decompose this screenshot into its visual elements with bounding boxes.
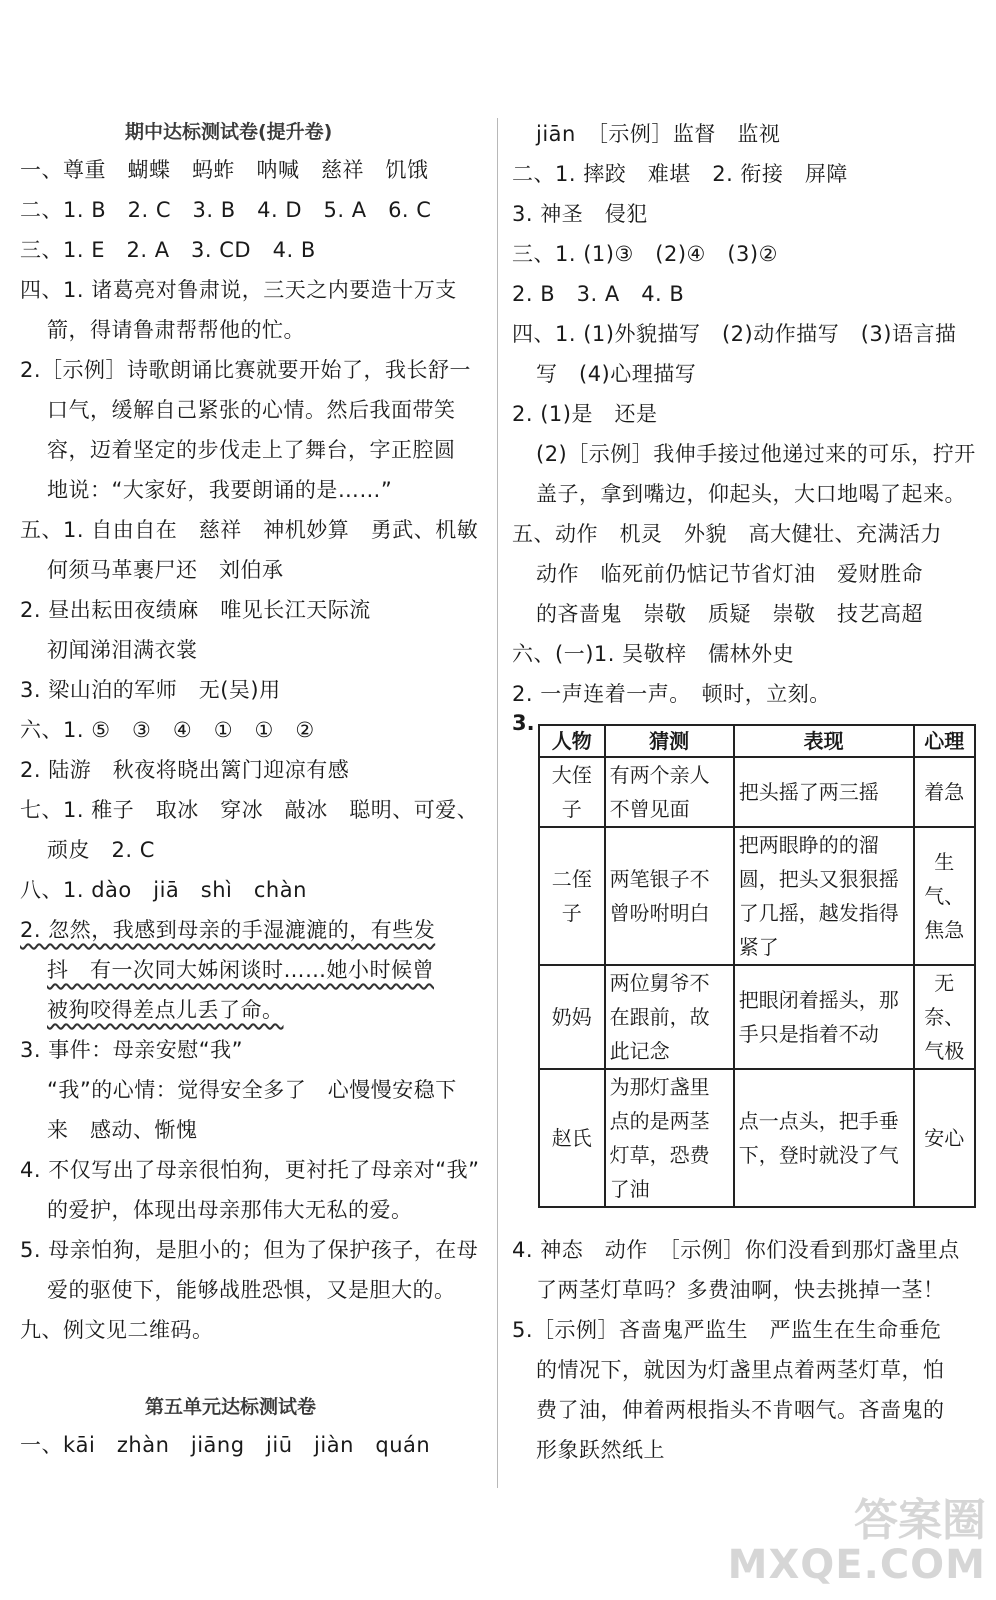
answer-line: 2. 一声连着一声。 顿时，立刻。 — [512, 682, 831, 706]
watermark-url: MXQE.COM — [727, 1542, 986, 1588]
answer-line: 箭，得请鲁肃帮帮他的忙。 — [47, 318, 305, 342]
answer-line: 2. 昼出耘田夜绩麻 唯见长江天际流 — [20, 598, 371, 622]
table-row — [539, 1069, 975, 1207]
table-row — [539, 827, 975, 965]
table-cell: 两位舅爷不在跟前，故此记念 — [605, 965, 734, 1069]
answer-line: 2. 陆游 秋夜将晓出篱门迎凉有感 — [20, 758, 350, 782]
table-cell: 安心 — [914, 1069, 975, 1207]
answer-line: 六、1. ⑤ ③ ④ ① ① ② — [20, 718, 315, 742]
answer-line: 容，迈着坚定的步伐走上了舞台，字正腔圆 — [47, 438, 456, 462]
table-header-row — [539, 725, 975, 757]
table-cell: 把眼闭着摇头，那手只是指着不动 — [734, 965, 914, 1069]
table-cell: 把头摇了两三摇 — [734, 757, 914, 827]
answer-line: 2. B 3. A 4. B — [512, 282, 685, 306]
watermark-logo-text: 答案圈 — [854, 1495, 986, 1546]
underlined-quote-line: 2. 忽然，我感到母亲的手湿漉漉的，有些发 — [20, 918, 436, 942]
answer-line: 初闻涕泪满衣裳 — [47, 638, 198, 662]
answer-line: 四、1. 诸葛亮对鲁肃说，三天之内要造十万支 — [20, 278, 457, 302]
underlined-quote-line: 抖 有一次同大姊闲谈时……她小时候曾 — [47, 958, 434, 982]
answer-line: 何须马革裹尸还 刘伯承 — [47, 558, 284, 582]
answer-line: 来 感动、惭愧 — [47, 1118, 198, 1142]
answer-line: 九、例文见二维码。 — [20, 1318, 214, 1342]
answer-line: 地说：“大家好，我要朗诵的是……” — [47, 478, 393, 502]
answer-line: 爱的驱使下，能够战胜恐惧，又是胆大的。 — [47, 1278, 456, 1302]
answer-line: 5.［示例］吝啬鬼严监生 严监生在生命垂危 — [512, 1318, 942, 1342]
underlined-quote-line: 被狗咬得差点儿丢了命。 — [47, 998, 284, 1022]
section-title-midterm: 期中达标测试卷(提升卷) — [125, 121, 333, 143]
table-row — [539, 965, 975, 1069]
answer-line: 盖子，拿到嘴边，仰起头，大口地喝了起来。 — [536, 482, 966, 506]
answer-line: 四、1. (1)外貌描写 (2)动作描写 (3)语言描 — [512, 322, 957, 346]
table-row — [539, 757, 975, 827]
answer-line: jiān ［示例］监督 监视 — [536, 122, 781, 146]
answer-line: 写 (4)心理描写 — [536, 362, 697, 386]
answer-line: 费了油，伸着两根指头不肯咽气。吝啬鬼的 — [536, 1398, 945, 1422]
table-cell: 把两眼睁的的溜圆，把头又狠狠摇了几摇，越发指得紧了 — [734, 827, 914, 965]
answer-line: 二、1. 摔跤 难堪 2. 衔接 屏障 — [512, 162, 848, 186]
section-title-unit5: 第五单元达标测试卷 — [145, 1396, 317, 1418]
table-cell: 有两个亲人不曾见面 — [605, 757, 734, 827]
watermark — [727, 1495, 986, 1588]
answer-line: 一、尊重 蝴蝶 蚂蚱 呐喊 慈祥 饥饿 — [20, 158, 429, 182]
answer-line: 的吝啬鬼 崇敬 质疑 崇敬 技艺高超 — [536, 602, 923, 626]
answer-line: 七、1. 稚子 取冰 穿冰 敲冰 聪明、可爱、 — [20, 798, 479, 822]
answer-line: 3. 神圣 侵犯 — [512, 202, 648, 226]
answer-line: 二、1. B 2. C 3. B 4. D 5. A 6. C — [20, 198, 432, 222]
table-cell: 生气、焦急 — [914, 827, 975, 965]
answer-line: 动作 临死前仍惦记节省灯油 爱财胜命 — [536, 562, 923, 586]
answer-line: “我”的心情：觉得安全多了 心慢慢安稳下 — [47, 1078, 457, 1102]
answer-line: 三、1. (1)③ (2)④ (3)② — [512, 242, 778, 266]
table-cell: 点一点头，把手垂下，登时就没了气 — [734, 1069, 914, 1207]
answer-line: 三、1. E 2. A 3. CD 4. B — [20, 238, 316, 262]
table-cell: 奶妈 — [539, 965, 605, 1069]
table-cell: 两笔银子不曾吩咐明白 — [605, 827, 734, 965]
answer-line: 5. 母亲怕狗，是胆小的；但为了保护孩子，在母 — [20, 1238, 479, 1262]
table-header: 猜测 — [605, 725, 734, 757]
answer-line: 了两茎灯草吗？多费油啊，快去挑掉一茎！ — [536, 1278, 945, 1302]
answer-line: 2.［示例］诗歌朗诵比赛就要开始了，我长舒一 — [20, 358, 472, 382]
answer-line: (2)［示例］我伸手接过他递过来的可乐，拧开 — [536, 442, 976, 466]
answer-line: 八、1. dào jiā shì chàn — [20, 878, 307, 902]
answer-line: 的情况下，就因为灯盏里点着两茎灯草，怕 — [536, 1358, 945, 1382]
answer-line: 2. (1)是 还是 — [512, 402, 658, 426]
answer-line: 顽皮 2. C — [47, 838, 155, 862]
answer-line: 五、动作 机灵 外貌 高大健壮、充满活力 — [512, 522, 942, 546]
answer-line: 形象跃然纸上 — [536, 1438, 665, 1462]
column-divider — [497, 118, 498, 1488]
table-header: 心理 — [914, 725, 975, 757]
question-number: 3. — [512, 711, 535, 735]
table-header: 人物 — [539, 725, 605, 757]
table-cell: 赵氏 — [539, 1069, 605, 1207]
answer-line: 3. 事件：母亲安慰“我” — [20, 1038, 243, 1062]
table-cell: 着急 — [914, 757, 975, 827]
answer-line: 4. 不仅写出了母亲很怕狗，更衬托了母亲对“我” — [20, 1158, 480, 1182]
answer-line: 五、1. 自由自在 慈祥 神机妙算 勇武、机敏 — [20, 518, 479, 542]
table-cell: 二侄子 — [539, 827, 605, 965]
table-cell: 为那灯盏里点的是两茎灯草，恐费了油 — [605, 1069, 734, 1207]
answer-line: 的爱护，体现出母亲那伟大无私的爱。 — [47, 1198, 413, 1222]
answer-line: 3. 梁山泊的军师 无(吴)用 — [20, 678, 281, 702]
table-cell: 大侄子 — [539, 757, 605, 827]
answer-line: 口气，缓解自己紧张的心情。然后我面带笑 — [47, 398, 456, 422]
answer-line: 4. 神态 动作 ［示例］你们没看到那灯盏里点 — [512, 1238, 960, 1262]
answer-line: 一、kāi zhàn jiāng jiū jiàn quán — [20, 1433, 431, 1457]
table-header: 表现 — [734, 725, 914, 757]
answer-line: 六、(一)1. 吴敬梓 儒林外史 — [512, 642, 795, 666]
table-cell: 无奈、气极 — [914, 965, 975, 1069]
character-analysis-table — [538, 724, 976, 1208]
